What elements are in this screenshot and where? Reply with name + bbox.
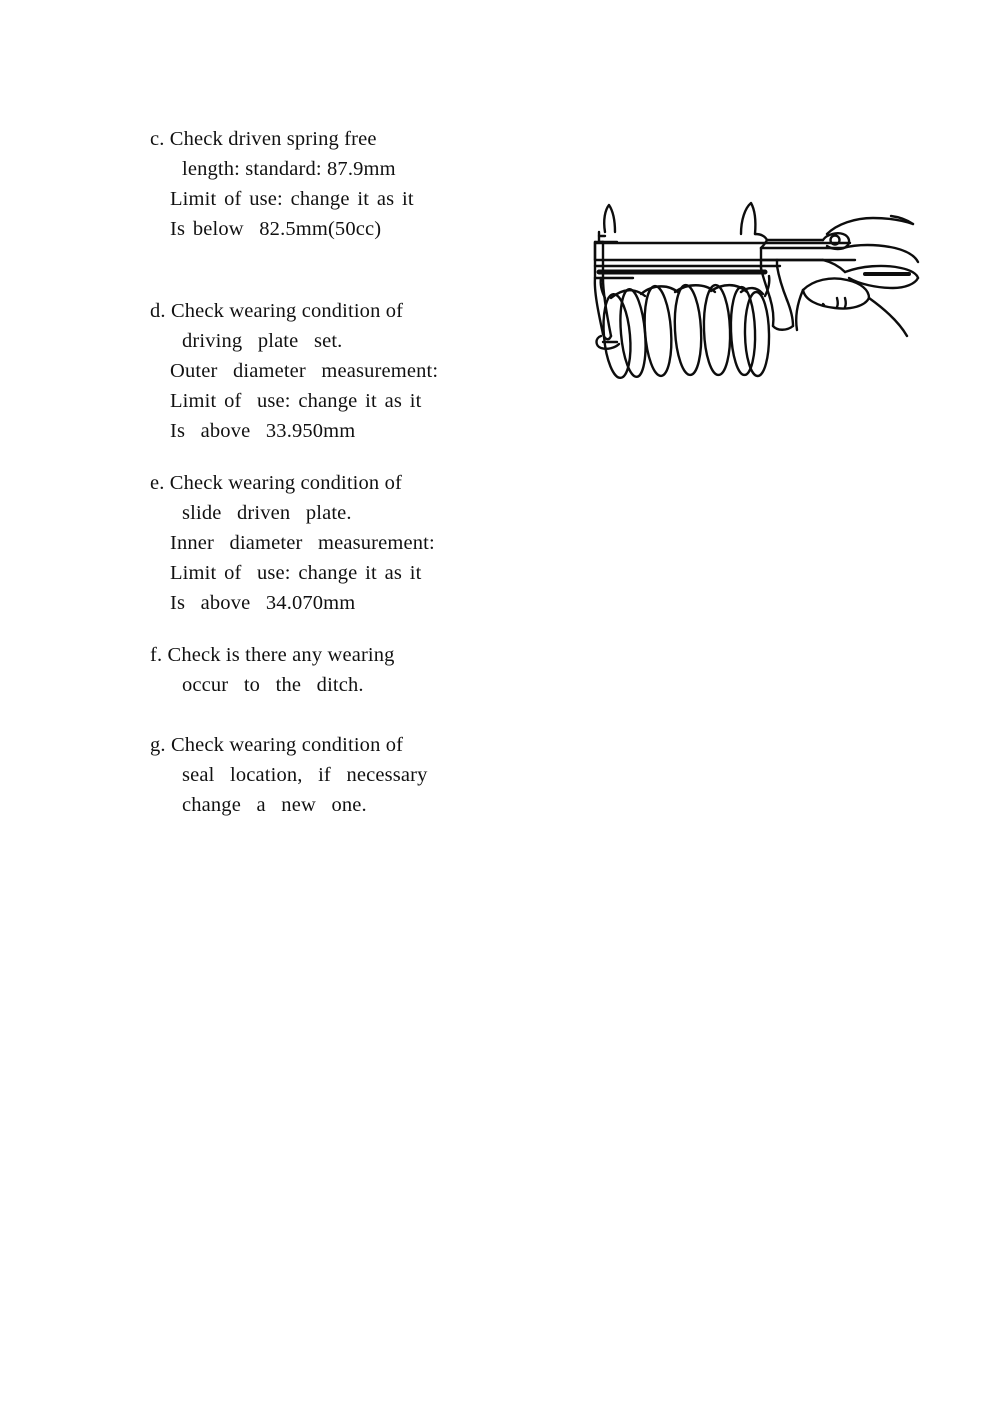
step-e-line-4: Limit of use: change it as it — [170, 562, 422, 584]
step-c-line-3: Limit of use: change it as it — [170, 188, 414, 210]
step-f-line-1: f. Check is there any wearing — [150, 644, 395, 666]
step-d-line-1: d. Check wearing condition of — [150, 300, 404, 322]
caliper-scale-edge — [595, 266, 780, 278]
step-d-line-3: Outer diameter measurement: — [170, 360, 439, 382]
instruction-text-column — [150, 124, 480, 820]
step-d-line-2: driving plate set. — [182, 330, 343, 352]
step-g-line-1: g. Check wearing condition of — [150, 734, 404, 756]
step-item-d — [150, 296, 480, 446]
step-item-e — [150, 468, 480, 618]
caliper-beam — [595, 243, 855, 260]
step-e-line-5: Is above 34.070mm — [170, 592, 356, 614]
step-g-line-2: seal location, if necessary — [182, 764, 428, 786]
step-c-line-2: length: standard: 87.9mm — [182, 158, 396, 180]
hand-graphic — [796, 216, 918, 336]
step-f-line-2: occur to the ditch. — [182, 674, 364, 696]
step-d-line-5: Is above 33.950mm — [170, 420, 356, 442]
step-d-line-4: Limit of use: change it as it — [170, 390, 422, 412]
step-item-g — [150, 730, 480, 820]
step-c-line-4: Is below 82.5mm(50cc) — [170, 218, 382, 240]
step-e-line-2: slide driven plate. — [182, 502, 352, 524]
step-e-line-1: e. Check wearing condition of — [150, 472, 402, 494]
coil-spring-graphic — [597, 276, 770, 379]
step-e-line-3: Inner diameter measurement: — [170, 532, 435, 554]
step-item-c — [150, 124, 480, 244]
step-item-f — [150, 640, 480, 700]
step-c-line-1: c. Check driven spring free — [150, 128, 377, 150]
vernier-caliper-measuring-coil-spring-illustration — [565, 186, 920, 396]
step-g-line-3: change a new one. — [182, 794, 367, 816]
